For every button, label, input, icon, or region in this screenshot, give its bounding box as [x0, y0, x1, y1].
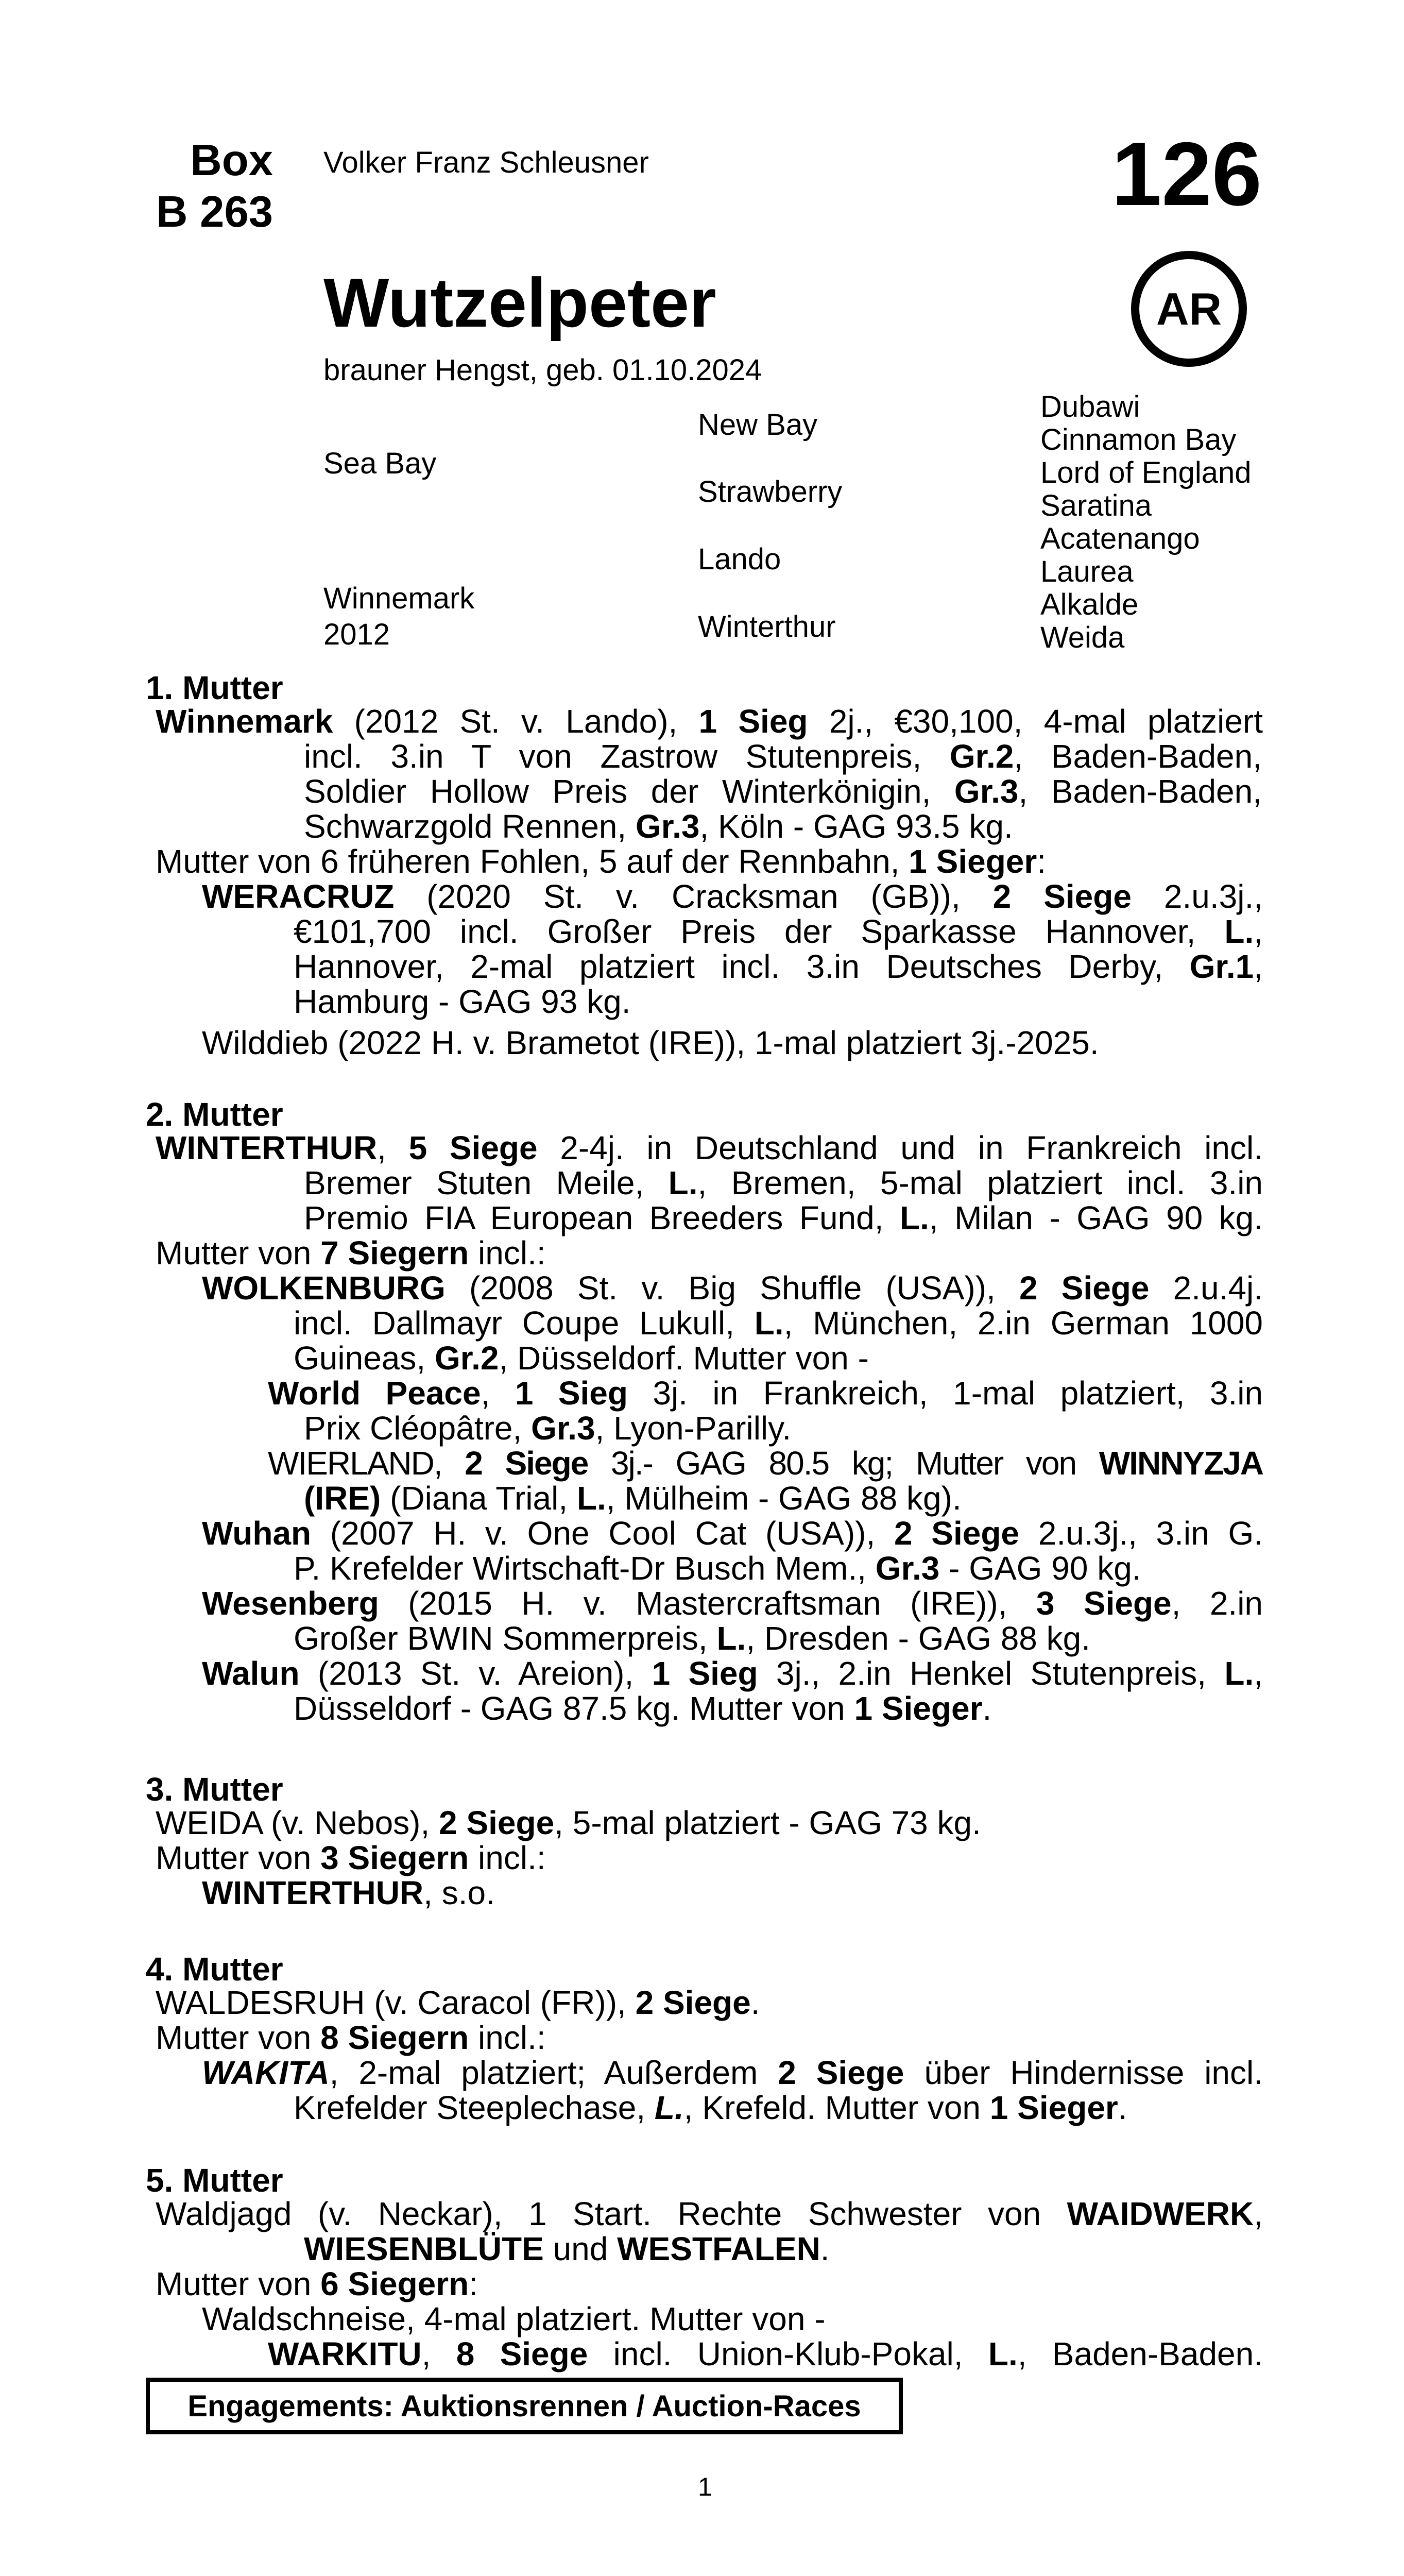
page-number: 1 — [698, 2472, 712, 2501]
text-line: WIERLAND, 2 Siege 3j.- GAG 80.5 kg; Mutter von WINNYZJA — [268, 1445, 1263, 1482]
horse-name: Wutzelpeter — [323, 264, 716, 342]
text-line: Guineas, Gr.2, Düsseldorf. Mutter von - — [294, 1340, 869, 1377]
text-line: Bremer Stuten Meile, L., Bremen, 5-mal platziert incl. 3.in — [304, 1164, 1263, 1201]
section-heading: 2. Mutter — [146, 1096, 283, 1133]
text-line: Düsseldorf - GAG 87.5 kg. Mutter von 1 Sieger. — [294, 1690, 992, 1727]
text-line: WINTERTHUR, s.o. — [202, 1874, 495, 1911]
text-line: Mutter von 6 früheren Fohlen, 5 auf der Rennbahn, 1 Sieger: — [156, 843, 1047, 880]
ar-badge — [1131, 251, 1247, 367]
text-line: WOLKENBURG (2008 St. v. Big Shuffle (USA)), 2 Siege 2.u.4j. — [202, 1269, 1263, 1307]
text-line: Waldschneise, 4-mal platziert. Mutter von - — [202, 2300, 826, 2337]
text-line: Krefelder Steeplechase, L., Krefeld. Mutter von 1 Sieger. — [294, 2089, 1127, 2126]
text-line: Soldier Hollow Preis der Winterkönigin, Gr.3, Baden-Baden, — [304, 773, 1262, 810]
pedigree-gen3-item: Acatenango — [1040, 522, 1200, 555]
section-heading: 1. Mutter — [146, 669, 283, 706]
text-line: €101,700 incl. Großer Preis der Sparkasse Hannover, L., — [294, 913, 1263, 950]
box-label: Box — [190, 136, 273, 185]
pedigree-gen3-item: Cinnamon Bay — [1040, 423, 1237, 456]
section-heading: 3. Mutter — [146, 1771, 283, 1808]
text-line: Hannover, 2-mal platziert incl. 3.in Deutsches Derby, Gr.1, — [294, 948, 1263, 985]
section-heading: 4. Mutter — [146, 1951, 283, 1988]
text-line: Prix Cléopâtre, Gr.3, Lyon-Parilly. — [304, 1410, 792, 1447]
pedigree-gen2-item: Strawberry — [698, 475, 843, 509]
lot-number: 126 — [1111, 124, 1262, 225]
text-line: Mutter von 6 Siegern: — [156, 2265, 478, 2302]
text-line: Waldjagd (v. Neckar), 1 Start. Rechte Schwester von WAIDWERK, — [156, 2195, 1263, 2232]
pedigree-dam: Winnemark — [323, 582, 475, 615]
pedigree-gen3-item: Lord of England — [1040, 456, 1252, 489]
pedigree-gen3-item: Dubawi — [1040, 390, 1140, 423]
text-line: WALDESRUH (v. Caracol (FR)), 2 Siege. — [156, 1984, 760, 2021]
pedigree-sire: Sea Bay — [323, 447, 437, 480]
pedigree-gen3-item: Weida — [1040, 621, 1125, 654]
text-line: incl. 3.in T von Zastrow Stutenpreis, Gr.2, Baden-Baden, — [304, 738, 1262, 775]
section-heading: 5. Mutter — [146, 2162, 283, 2199]
horse-description: brauner Hengst, geb. 01.10.2024 — [323, 353, 762, 387]
text-line: WIESENBLÜTE und WESTFALEN. — [304, 2230, 830, 2267]
text-line: Premio FIA European Breeders Fund, L., Milan - GAG 90 kg. — [304, 1199, 1263, 1236]
box-number: B 263 — [156, 188, 273, 236]
ar-badge-label: AR — [1156, 283, 1222, 334]
text-line: Winnemark (2012 St. v. Lando), 1 Sieg 2j., €30,100, 4-mal platziert — [156, 703, 1263, 740]
engagements-label: Engagements: Auktionsrennen / Auction-Races — [187, 2389, 861, 2423]
text-line: Großer BWIN Sommerpreis, L., Dresden - GAG 88 kg. — [294, 1620, 1091, 1657]
engagements-box — [146, 2378, 903, 2434]
text-line: World Peace, 1 Sieg 3j. in Frankreich, 1-mal platziert, 3.in — [268, 1375, 1263, 1412]
text-line: WINTERTHUR, 5 Siege 2-4j. in Deutschland und in Frankreich incl. — [156, 1129, 1263, 1166]
pedigree-gen3-item: Laurea — [1040, 555, 1134, 588]
text-line: Mutter von 7 Siegern incl.: — [156, 1234, 546, 1272]
text-line: Wesenberg (2015 H. v. Mastercraftsman (IRE)), 3 Siege, 2.in — [202, 1585, 1263, 1622]
text-line: Walun (2013 St. v. Areion), 1 Sieg 3j., 2.in Henkel Stutenpreis, L., — [202, 1655, 1263, 1692]
text-line: WARKITU, 8 Siege incl. Union-Klub-Pokal, L., Baden-Baden. — [268, 2335, 1263, 2372]
pedigree-gen3-item: Saratina — [1040, 489, 1152, 522]
owner-name: Volker Franz Schleusner — [323, 146, 649, 179]
text-line: Wilddieb (2022 H. v. Brametot (IRE)), 1-mal platziert 3j.-2025. — [202, 1024, 1099, 1061]
text-line: Hamburg - GAG 93 kg. — [294, 983, 631, 1020]
pedigree-gen2-item: Lando — [698, 543, 781, 576]
text-line: P. Krefelder Wirtschaft-Dr Busch Mem., Gr.3 - GAG 90 kg. — [294, 1550, 1141, 1587]
pedigree-gen3-item: Alkalde — [1040, 588, 1139, 621]
text-line: WEIDA (v. Nebos), 2 Siege, 5-mal platziert - GAG 73 kg. — [156, 1804, 981, 1841]
pedigree-gen2-item: New Bay — [698, 408, 818, 442]
pedigree-dam-year: 2012 — [323, 618, 390, 651]
text-line: Wuhan (2007 H. v. One Cool Cat (USA)), 2 Siege 2.u.3j., 3.in G. — [202, 1515, 1263, 1552]
text-line: incl. Dallmayr Coupe Lukull, L., München, 2.in German 1000 — [294, 1304, 1263, 1342]
text-line: Mutter von 3 Siegern incl.: — [156, 1839, 546, 1876]
text-line: Schwarzgold Rennen, Gr.3, Köln - GAG 93.5 kg. — [304, 808, 1013, 845]
text-line: WERACRUZ (2020 St. v. Cracksman (GB)), 2 Siege 2.u.3j., — [202, 878, 1263, 915]
text-line: Mutter von 8 Siegern incl.: — [156, 2019, 546, 2056]
text-line: (IRE) (Diana Trial, L., Mülheim - GAG 88 kg). — [304, 1480, 962, 1517]
pedigree-gen2-item: Winterthur — [698, 610, 836, 643]
text-line: WAKITA, 2-mal platziert; Außerdem 2 Siege über Hindernisse incl. — [202, 2054, 1263, 2091]
